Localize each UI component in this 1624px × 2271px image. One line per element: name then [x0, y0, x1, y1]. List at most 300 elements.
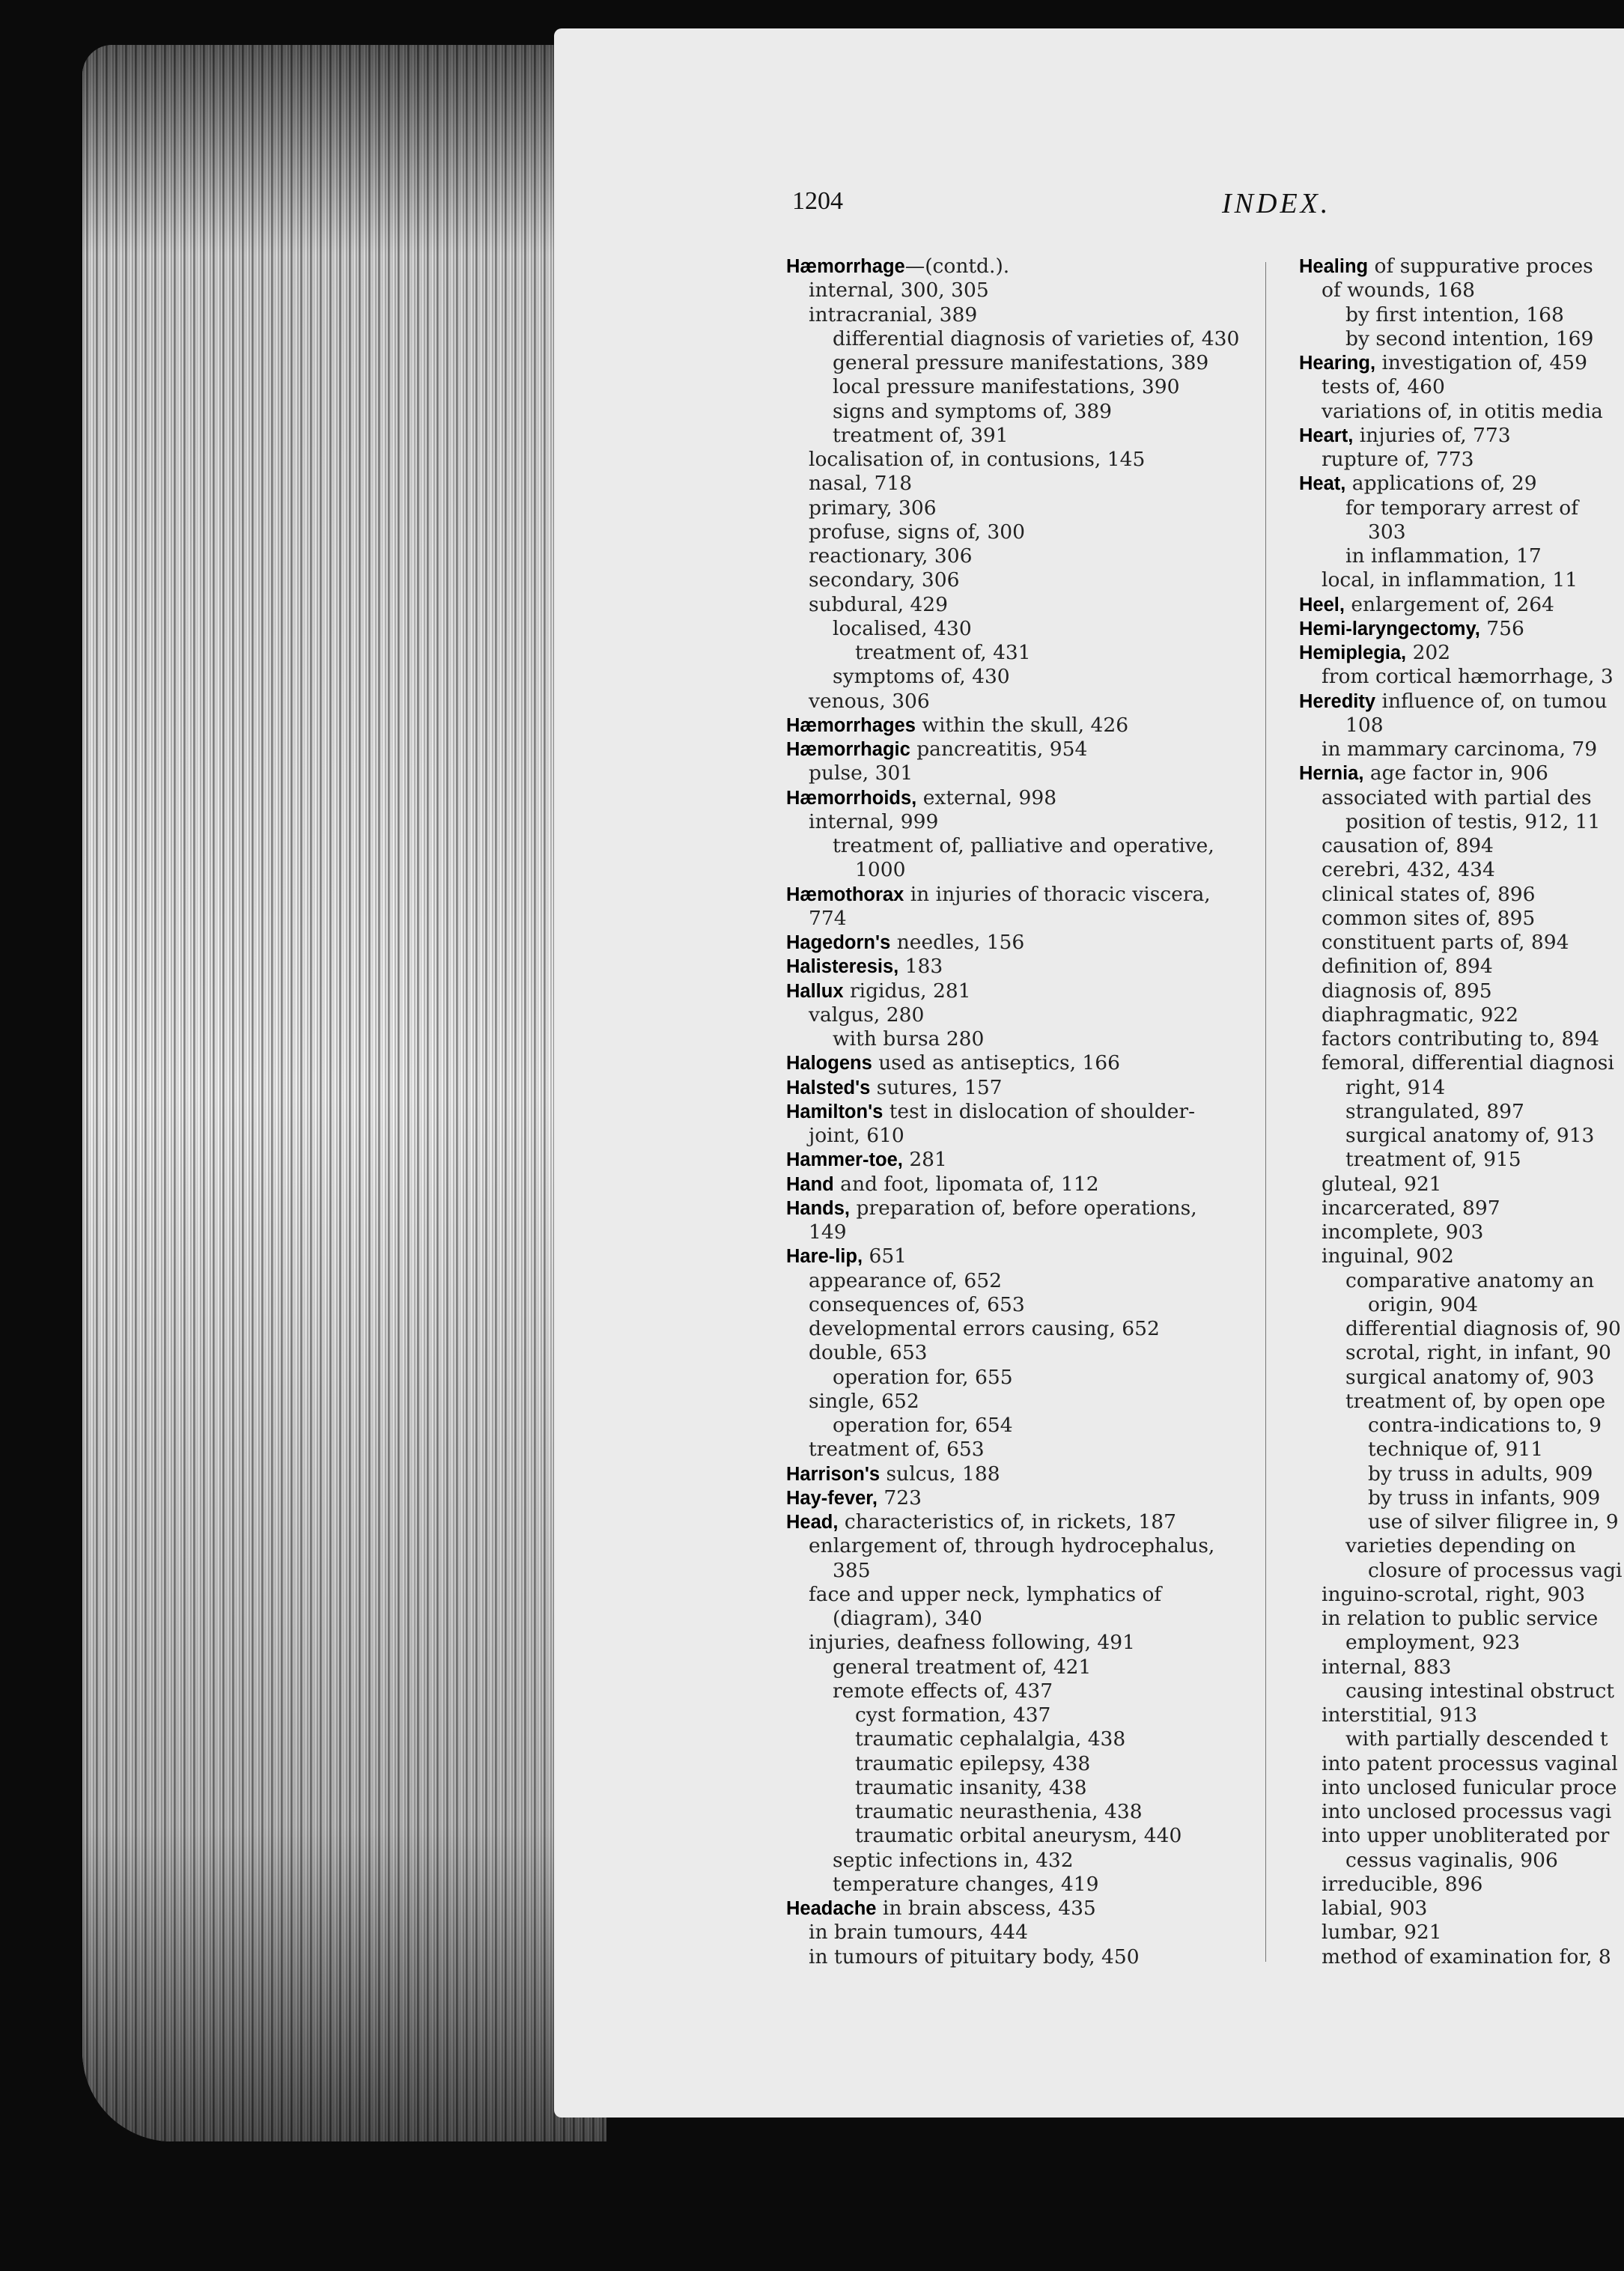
- index-entry: [786, 1390, 1265, 1414]
- index-entry: [1299, 617, 1624, 641]
- index-entry-text: remote effects of, 437: [833, 1679, 1053, 1703]
- index-term: Healing: [1299, 256, 1369, 277]
- index-entry: [1299, 1849, 1624, 1873]
- index-entry: [1299, 665, 1624, 689]
- index-entry: [1299, 1100, 1624, 1124]
- index-entry: [786, 761, 1265, 785]
- index-entry-text: in brain abscess, 435: [876, 1897, 1096, 1920]
- index-entry: [786, 665, 1265, 689]
- index-entry: [786, 1607, 1265, 1631]
- index-entry: [786, 714, 1265, 738]
- index-entry: [1299, 496, 1624, 520]
- index-entry: [1299, 1317, 1624, 1341]
- index-entry-text: pancreatitis, 954: [910, 738, 1088, 761]
- index-term: Hammer-toe,: [786, 1149, 903, 1171]
- index-entry: [786, 1583, 1265, 1607]
- index-entry-text: variations of, in otitis media: [1322, 399, 1603, 423]
- index-entry-text: face and upper neck, lymphatics of: [809, 1582, 1162, 1606]
- index-entry-text: and foot, lipomata of, 112: [833, 1172, 1099, 1196]
- index-entry: [1299, 1607, 1624, 1631]
- index-entry-text: septic infections in, 432: [833, 1848, 1074, 1872]
- index-term: Heredity: [1299, 690, 1376, 712]
- index-entry-text: closure of processus vagi: [1368, 1558, 1623, 1582]
- index-entry-text: incarcerated, 897: [1322, 1196, 1500, 1220]
- index-entry: [786, 1341, 1265, 1365]
- index-entry-text: 774: [809, 906, 847, 930]
- index-term: Halogens: [786, 1053, 872, 1074]
- index-entry-text: traumatic orbital aneurysm, 440: [855, 1824, 1182, 1848]
- index-entry: [786, 641, 1265, 665]
- index-column-left: [786, 255, 1265, 1969]
- index-entry-text: tests of, 460: [1322, 375, 1445, 399]
- index-entry: [1299, 1921, 1624, 1945]
- index-entry: [1299, 424, 1624, 448]
- index-entry: [1299, 327, 1624, 351]
- index-entry-text: definition of, 894: [1322, 955, 1493, 979]
- index-entry-text: traumatic neurasthenia, 438: [855, 1800, 1143, 1823]
- index-entry: [786, 1220, 1265, 1244]
- index-entry-text: for temporary arrest of: [1345, 496, 1579, 520]
- index-entry-text: from cortical hæmorrhage, 3: [1322, 665, 1614, 689]
- index-entry: [1299, 1800, 1624, 1824]
- index-entry-text: developmental errors causing, 652: [809, 1317, 1160, 1340]
- index-entry-text: sutures, 157: [870, 1075, 1003, 1099]
- index-term: Hand: [786, 1173, 834, 1195]
- index-entry: [1299, 1390, 1624, 1414]
- index-entry-text: by truss in infants, 909: [1368, 1486, 1601, 1510]
- index-entry: [786, 400, 1265, 424]
- index-entry-text: temperature changes, 419: [833, 1872, 1099, 1896]
- index-term: Heart,: [1299, 425, 1354, 446]
- index-entry: [1299, 1534, 1624, 1558]
- index-entry: [786, 1414, 1265, 1438]
- index-entry-text: differential diagnosis of, 90: [1345, 1317, 1621, 1340]
- index-entry-text: needles, 156: [890, 931, 1025, 954]
- index-entry: [1299, 1003, 1624, 1027]
- index-entry: [1299, 1776, 1624, 1800]
- index-entry: [1299, 1873, 1624, 1897]
- index-entry-text: traumatic insanity, 438: [855, 1775, 1087, 1799]
- index-entry: [786, 1559, 1265, 1583]
- index-entry-text: 303: [1368, 520, 1406, 544]
- column-divider: [1265, 262, 1266, 1962]
- index-entry-text: in relation to public service: [1322, 1607, 1599, 1630]
- index-entry: [786, 303, 1265, 327]
- index-entry: [786, 907, 1265, 931]
- index-entry-text: appearance of, 652: [809, 1268, 1002, 1292]
- index-entry-text: interstitial, 913: [1322, 1703, 1478, 1727]
- index-entry: [786, 786, 1265, 810]
- index-entry: [786, 1679, 1265, 1703]
- index-entry: [1299, 1051, 1624, 1075]
- index-entry: [786, 255, 1265, 279]
- index-entry: [786, 1269, 1265, 1293]
- index-entry-text: cyst formation, 437: [855, 1703, 1051, 1727]
- index-term: Hay-fever,: [786, 1487, 878, 1509]
- index-entry-text: common sites of, 895: [1322, 906, 1536, 930]
- index-entry-text: right, 914: [1345, 1075, 1446, 1099]
- index-entry-text: characteristics of, in rickets, 187: [838, 1510, 1176, 1533]
- index-entry-text: inguino-scrotal, right, 903: [1322, 1582, 1586, 1606]
- index-entry-text: position of testis, 912, 11: [1345, 809, 1601, 833]
- index-entry: [1299, 279, 1624, 303]
- index-entry-text: irreducible, 896: [1322, 1872, 1483, 1896]
- index-entry-text: pulse, 301: [809, 761, 913, 785]
- index-entry-text: operation for, 655: [833, 1365, 1013, 1389]
- index-entry: [1299, 520, 1624, 544]
- index-entry: [786, 1824, 1265, 1848]
- index-entry-text: test in dislocation of shoulder-: [883, 1099, 1196, 1123]
- index-entry-text: used as antiseptics, 166: [872, 1051, 1120, 1075]
- index-entry-text: factors contributing to, 894: [1322, 1027, 1600, 1051]
- index-entry: [786, 351, 1265, 375]
- index-entry-text: investigation of, 459: [1375, 351, 1587, 374]
- index-entry: [786, 834, 1265, 858]
- index-entry-text: treatment of, 391: [833, 423, 1009, 447]
- index-entry: [786, 568, 1265, 592]
- index-entry-text: constituent parts of, 894: [1322, 931, 1569, 954]
- index-entry: [1299, 641, 1624, 665]
- index-term: Halsted's: [786, 1077, 871, 1098]
- index-entry-text: symptoms of, 430: [833, 665, 1010, 689]
- index-entry: [1299, 1148, 1624, 1172]
- index-entry-text: strangulated, 897: [1345, 1099, 1524, 1123]
- index-entry: [786, 1244, 1265, 1268]
- index-entry: [786, 1124, 1265, 1148]
- index-entry: [786, 593, 1265, 617]
- index-entry: [786, 520, 1265, 544]
- index-term: Hare-lip,: [786, 1246, 863, 1268]
- index-entry: [786, 1534, 1265, 1558]
- index-entry-text: general treatment of, 421: [833, 1655, 1092, 1679]
- index-entry-text: traumatic cephalalgia, 438: [855, 1727, 1126, 1751]
- index-entry: [786, 1197, 1265, 1220]
- index-entry: [1299, 1727, 1624, 1751]
- index-entry-text: by second intention, 169: [1345, 326, 1594, 350]
- index-entry: [1299, 1824, 1624, 1848]
- index-entry: [1299, 375, 1624, 399]
- index-entry-text: (diagram), 340: [833, 1607, 982, 1630]
- index-entry: [1299, 761, 1624, 785]
- index-entry: [786, 496, 1265, 520]
- index-entry: [1299, 690, 1624, 714]
- index-entry-text: secondary, 306: [809, 568, 960, 592]
- index-entry-text: femoral, differential diagnosi: [1322, 1051, 1614, 1075]
- index-entry-text: internal, 999: [809, 809, 939, 833]
- index-entry: [786, 279, 1265, 303]
- index-entry-text: 651: [863, 1244, 907, 1268]
- index-entry-text: external, 998: [916, 785, 1057, 809]
- index-term: Halisteresis,: [786, 956, 899, 978]
- index-entry-text: by first intention, 168: [1345, 303, 1564, 326]
- index-entry-text: influence of, on tumou: [1375, 689, 1608, 713]
- index-term: Hæmorrhages: [786, 714, 916, 736]
- index-entry: [1299, 1559, 1624, 1583]
- index-entry-text: causing intestinal obstruct: [1345, 1679, 1614, 1703]
- index-term: Head,: [786, 1512, 839, 1533]
- index-term: Headache: [786, 1898, 877, 1919]
- index-entry: [1299, 400, 1624, 424]
- index-entry-text: diaphragmatic, 922: [1322, 1003, 1519, 1027]
- index-entry-text: with bursa 280: [833, 1027, 985, 1051]
- index-entry-text: double, 653: [809, 1341, 928, 1365]
- index-entry-text: primary, 306: [809, 496, 937, 520]
- index-entry: [786, 1752, 1265, 1776]
- index-entry: [786, 544, 1265, 568]
- index-entry-text: comparative anatomy an: [1345, 1268, 1595, 1292]
- index-entry: [1299, 931, 1624, 955]
- index-entry-text: 756: [1479, 616, 1524, 640]
- index-entry: [1299, 1438, 1624, 1462]
- index-entry: [1299, 1583, 1624, 1607]
- index-entry: [1299, 1124, 1624, 1148]
- index-entry-text: enlargement of, through hydrocephalus,: [809, 1534, 1215, 1558]
- index-entry-text: of wounds, 168: [1322, 279, 1475, 303]
- index-entry-text: localisation of, in contusions, 145: [809, 448, 1146, 471]
- index-entry: [1299, 351, 1624, 375]
- index-entry-text: within the skull, 426: [915, 713, 1129, 737]
- index-entry: [786, 883, 1265, 907]
- index-entry: [786, 931, 1265, 955]
- index-entry-text: treatment of, palliative and operative,: [833, 834, 1214, 857]
- index-entry: [1299, 834, 1624, 858]
- index-entry-text: internal, 883: [1322, 1655, 1452, 1679]
- index-term: Hemi-laryngectomy,: [1299, 618, 1480, 639]
- index-entry-text: rigidus, 281: [843, 979, 971, 1003]
- index-entry-text: local, in inflammation, 11: [1322, 568, 1578, 592]
- index-entry-text: single, 652: [809, 1389, 919, 1413]
- index-term: Hallux: [786, 980, 844, 1002]
- index-entry-text: labial, 903: [1322, 1897, 1428, 1920]
- index-entry: [1299, 858, 1624, 882]
- index-entry: [786, 1703, 1265, 1727]
- index-entry: [786, 979, 1265, 1003]
- index-entry-text: technique of, 911: [1368, 1438, 1544, 1462]
- index-entry-text: treatment of, 915: [1345, 1148, 1521, 1172]
- index-entry-text: in injuries of thoracic viscera,: [904, 882, 1211, 906]
- index-entry: [1299, 1269, 1624, 1293]
- index-entry: [1299, 1027, 1624, 1051]
- index-term: Hernia,: [1299, 763, 1364, 785]
- index-entry: [786, 1027, 1265, 1051]
- index-entry-text: in brain tumours, 444: [809, 1921, 1028, 1945]
- index-entry-text: treatment of, by open ope: [1345, 1389, 1606, 1413]
- index-entry-text: surgical anatomy of, 913: [1345, 1124, 1595, 1147]
- index-entry-text: subdural, 429: [809, 592, 949, 616]
- index-entry: [786, 375, 1265, 399]
- index-entry: [786, 1100, 1265, 1124]
- index-entry: [1299, 1244, 1624, 1268]
- index-entry-text: differential diagnosis of varieties of, 430: [833, 326, 1240, 350]
- index-term: Hands,: [786, 1197, 851, 1219]
- index-entry: [1299, 1293, 1624, 1317]
- index-entry: [1299, 883, 1624, 907]
- index-term: Hagedorn's: [786, 932, 891, 953]
- index-entry: [786, 810, 1265, 834]
- index-entry-text: lumbar, 921: [1322, 1921, 1442, 1945]
- index-entry-text: internal, 300, 305: [809, 279, 989, 303]
- index-entry-text: operation for, 654: [833, 1414, 1013, 1437]
- index-entry-text: varieties depending on: [1345, 1534, 1576, 1558]
- index-entry-text: 149: [809, 1220, 847, 1244]
- index-entry-text: surgical anatomy of, 903: [1345, 1365, 1595, 1389]
- index-entry-text: nasal, 718: [809, 472, 913, 496]
- index-term: Harrison's: [786, 1463, 881, 1485]
- index-term: Hæmorrhagic: [786, 739, 910, 760]
- index-entry-text: consequences of, 653: [809, 1292, 1025, 1316]
- index-entry-text: preparation of, before operations,: [850, 1196, 1197, 1220]
- index-entry: [786, 1656, 1265, 1679]
- index-entry-text: clinical states of, 896: [1322, 882, 1536, 906]
- index-entry: [1299, 1752, 1624, 1776]
- index-entry-text: localised, 430: [833, 616, 972, 640]
- index-column-right: [1299, 255, 1624, 1969]
- index-term: Hamilton's: [786, 1101, 884, 1122]
- index-entry: [1299, 1486, 1624, 1510]
- index-entry: [1299, 786, 1624, 810]
- index-entry: [786, 424, 1265, 448]
- index-entry: [1299, 1945, 1624, 1969]
- index-entry: [786, 1438, 1265, 1462]
- index-entry-text: with partially descended t: [1345, 1727, 1608, 1751]
- index-term: Heat,: [1299, 473, 1346, 495]
- index-entry-text: rupture of, 773: [1322, 448, 1474, 471]
- index-entry-text: scrotal, right, in infant, 90: [1345, 1341, 1611, 1365]
- index-entry: [786, 472, 1265, 496]
- index-entry: [786, 1317, 1265, 1341]
- index-entry: [786, 1921, 1265, 1945]
- index-entry-text: 723: [877, 1486, 922, 1510]
- index-entry: [1299, 1703, 1624, 1727]
- index-entry: [1299, 1631, 1624, 1655]
- index-entry: [786, 1631, 1265, 1655]
- index-entry: [1299, 472, 1624, 496]
- index-entry: [1299, 810, 1624, 834]
- index-entry-text: 385: [833, 1558, 871, 1582]
- index-entry: [1299, 1679, 1624, 1703]
- index-entry: [786, 327, 1265, 351]
- index-entry-text: into upper unobliterated por: [1322, 1824, 1610, 1848]
- index-entry: [786, 858, 1265, 882]
- index-entry: [786, 1510, 1265, 1534]
- index-entry: [786, 1727, 1265, 1751]
- index-entry-text: cessus vaginalis, 906: [1345, 1848, 1558, 1872]
- index-entry: [1299, 448, 1624, 472]
- index-entry-text: traumatic epilepsy, 438: [855, 1751, 1091, 1775]
- index-entry: [1299, 1414, 1624, 1438]
- index-entry: [786, 1800, 1265, 1824]
- index-entry-text: injuries, deafness following, 491: [809, 1631, 1136, 1655]
- index-entry-text: method of examination for, 8: [1322, 1945, 1611, 1968]
- index-entry-text: cerebri, 432, 434: [1322, 858, 1495, 882]
- index-entry-text: enlargement of, 264: [1344, 592, 1554, 616]
- index-entry-text: associated with partial des: [1322, 785, 1592, 809]
- index-entry: [786, 1462, 1265, 1486]
- index-entry-text: joint, 610: [809, 1124, 904, 1147]
- book-page-edges: [82, 45, 606, 2141]
- index-entry-text: 1000: [855, 858, 906, 882]
- index-entry: [786, 1873, 1265, 1897]
- index-entry-text: injuries of, 773: [1353, 423, 1511, 447]
- index-entry-text: use of silver filigree in, 9: [1368, 1510, 1619, 1533]
- index-entry-text: reactionary, 306: [809, 544, 973, 568]
- index-entry-text: 183: [898, 955, 943, 979]
- index-entry-text: gluteal, 921: [1322, 1172, 1442, 1196]
- index-entry: [786, 690, 1265, 714]
- index-entry-text: applications of, 29: [1345, 472, 1537, 496]
- index-entry: [1299, 1173, 1624, 1197]
- index-entry: [1299, 1341, 1624, 1365]
- index-entry-text: into unclosed funicular proce: [1322, 1775, 1617, 1799]
- index-entry-text: causation of, 894: [1322, 834, 1494, 857]
- index-entry-text: general pressure manifestations, 389: [833, 351, 1209, 374]
- index-entry: [786, 1849, 1265, 1873]
- index-entry: [1299, 1366, 1624, 1390]
- index-entry: [786, 1366, 1265, 1390]
- index-entry-text: 281: [902, 1148, 947, 1172]
- index-entry-text: incomplete, 903: [1322, 1220, 1484, 1244]
- index-entry-text: venous, 306: [809, 689, 930, 713]
- index-entry: [1299, 1656, 1624, 1679]
- index-entry: [786, 738, 1265, 761]
- index-entry: [1299, 979, 1624, 1003]
- index-entry-text: —(contd.).: [904, 255, 1010, 278]
- index-entry: [1299, 714, 1624, 738]
- index-entry-text: of suppurative proces: [1368, 255, 1593, 278]
- index-entry: [786, 1486, 1265, 1510]
- index-entry-text: contra-indications to, 9: [1368, 1414, 1602, 1437]
- index-entry: [1299, 1462, 1624, 1486]
- index-entry: [1299, 1897, 1624, 1921]
- index-term: Heel,: [1299, 594, 1345, 615]
- index-entry: [786, 617, 1265, 641]
- index-entry-text: valgus, 280: [809, 1003, 925, 1027]
- page-title: INDEX.: [1222, 188, 1331, 219]
- index-entry: [786, 1003, 1265, 1027]
- index-entry: [786, 448, 1265, 472]
- index-entry-text: 202: [1406, 641, 1451, 664]
- index-entry-text: in inflammation, 17: [1345, 544, 1542, 568]
- index-entry: [786, 955, 1265, 979]
- index-entry: [786, 1897, 1265, 1921]
- index-entry: [1299, 907, 1624, 931]
- index-entry-text: profuse, signs of, 300: [809, 520, 1025, 544]
- index-entry-text: 108: [1345, 713, 1384, 737]
- index-entry: [786, 1051, 1265, 1075]
- index-term: Hæmorrhoids,: [786, 787, 917, 809]
- index-entry: [786, 1293, 1265, 1317]
- index-entry: [1299, 1220, 1624, 1244]
- index-entry-text: diagnosis of, 895: [1322, 979, 1492, 1003]
- index-entry: [1299, 593, 1624, 617]
- index-entry-text: local pressure manifestations, 390: [833, 375, 1180, 399]
- index-entry: [1299, 738, 1624, 761]
- index-entry-text: treatment of, 431: [855, 641, 1031, 664]
- index-entry-text: age factor in, 906: [1363, 761, 1548, 785]
- index-entry: [1299, 1076, 1624, 1100]
- index-entry-text: into unclosed processus vagi: [1322, 1800, 1612, 1823]
- index-entry-text: by truss in adults, 909: [1368, 1462, 1593, 1486]
- index-entry-text: employment, 923: [1345, 1631, 1521, 1655]
- index-entry: [1299, 255, 1624, 279]
- index-entry: [1299, 568, 1624, 592]
- index-entry: [786, 1173, 1265, 1197]
- index-term: Hæmorrhage: [786, 256, 905, 277]
- index-term: Hearing,: [1299, 353, 1376, 374]
- index-entry: [1299, 955, 1624, 979]
- index-entry: [786, 1148, 1265, 1172]
- index-term: Hæmothorax: [786, 884, 904, 905]
